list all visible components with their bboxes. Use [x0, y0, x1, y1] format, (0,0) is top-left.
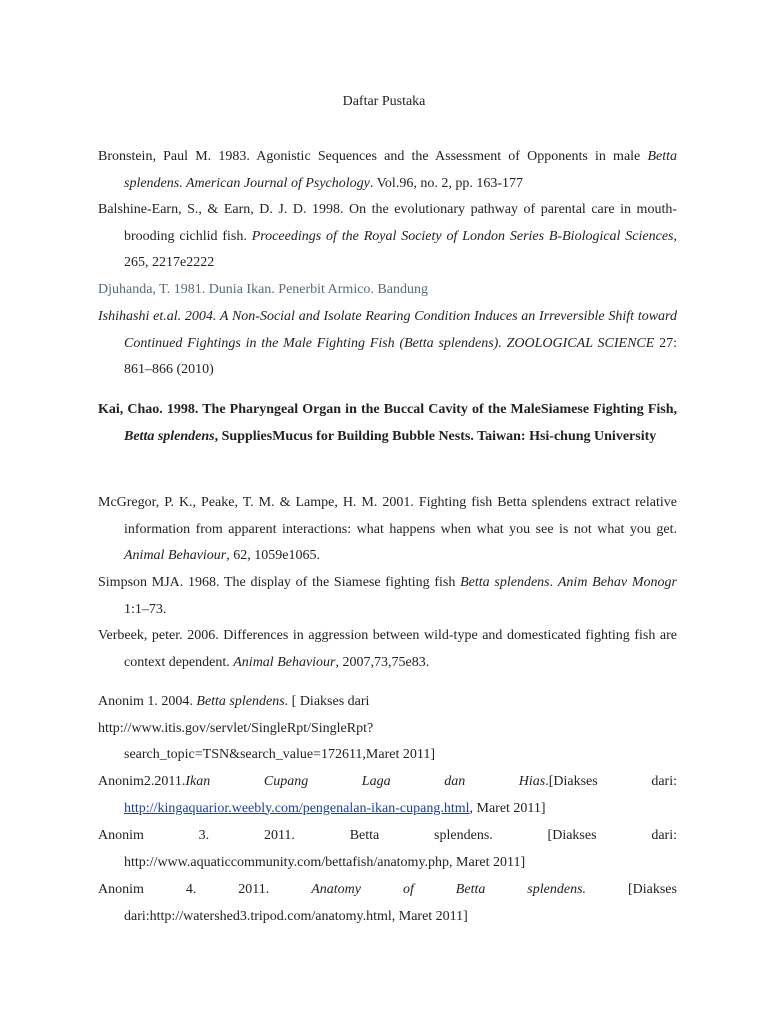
reference-anonim-4: Anonim 4. 2011. Anatomy of Betta splendens. [Diakses dari:http://watershed3.tripod.com/anatomy.html, Maret 2011]: [98, 877, 677, 930]
reference-verbeek: Verbeek, peter. 2006. Differences in aggression between wild-type and domesticated fighting fish are context dependent. Animal Behaviour, 2007,73,75e83.: [98, 628, 677, 670]
reference-anonim-3: Anonim 3. 2011. Betta splendens. [Diakses dari: http://www.aquaticcommunity.com/bettafish/anatomy.php, Maret 2011]: [98, 823, 677, 876]
reference-bronstein: Bronstein, Paul M. 1983. Agonistic Sequences and the Assessment of Opponents in male Betta splendens. American Journal of Psychology. Vol.96, no. 2, pp. 163-177: [98, 149, 677, 191]
reference-kai-chao: Kai, Chao. 1998. The Pharyngeal Organ in the Buccal Cavity of the MaleSiamese Fighting Fish, Betta splendens, SuppliesMucus for Building Bubble Nests. Taiwan: Hsi-chung University: [98, 402, 677, 444]
kingaquarior-link[interactable]: http://kingaquarior.weebly.com/pengenalan-ikan-cupang.html: [124, 800, 470, 816]
reference-anonim-2: Anonim2.2011.Ikan Cupang Laga dan Hias.[Diakses dari: http://kingaquarior.weebly.com/pengenalan-ikan-cupang.html, Maret 2011]: [98, 774, 677, 816]
reference-simpson: Simpson MJA. 1968. The display of the Siamese fighting fish Betta splendens. Anim Behav Monogr 1:1–73.: [98, 575, 677, 617]
aquaticcommunity-url: http://www.aquaticcommunity.com/bettafish/anatomy.php, Maret 2011]: [124, 854, 526, 870]
tripod-url: dari:http://watershed3.tripod.com/anatomy.html, Maret 2011]: [124, 908, 468, 924]
page-title: Daftar Pustaka: [342, 94, 426, 109]
reference-anonim-1: Anonim 1. 2004. Betta splendens. [ Diakses dari http://www.itis.gov/servlet/SingleRpt/SingleRpt? search_topic=TSN&search_value=172611,Maret 2011]: [98, 689, 677, 769]
itis-url: http://www.itis.gov/servlet/SingleRpt/SingleRpt?: [98, 720, 374, 736]
reference-mcgregor: McGregor, P. K., Peake, T. M. & Lampe, H. M. 2001. Fighting fish Betta splendens extract relative information from apparent interactions: what happens when what you see is not what you get. Animal Behaviour, 62, 1059e1065.: [98, 495, 677, 563]
reference-ishihashi: Ishihashi et.al. 2004. A Non-Social and Isolate Rearing Condition Induces an Irreversible Shift toward Continued Fightings in the Male Fighting Fish (Betta splendens). ZOOLOGICAL SCIENCE 27: 861–866 (2010): [98, 309, 677, 377]
reference-balshine-earn: Balshine-Earn, S., & Earn, D. J. D. 1998. On the evolutionary pathway of parental care in mouth-brooding cichlid fish. Proceedings of the Royal Society of London Series B-Biological Sciences, 265, 2217e2222: [98, 202, 677, 270]
reference-djuhanda: Djuhanda, T. 1981. Dunia Ikan. Penerbit Armico. Bandung: [98, 282, 428, 297]
